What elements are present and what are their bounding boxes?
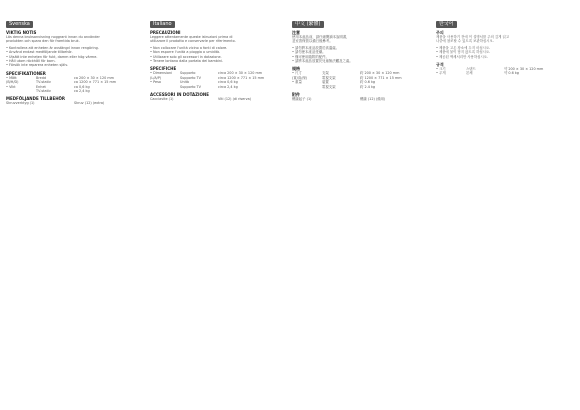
bullet-item: • Försök inte reparera enheten själv. [6,63,144,67]
section-heading: SPECIFICHE [150,66,177,72]
body-text: Läs denna bruksanvisning noggrant innan du använder [6,35,100,39]
bullet-item: • Tenere lontano dalla portata dei bambini. [150,59,288,63]
section-heading: SPECIFIKATIONER [6,70,46,76]
spec-cell: circa 0,6 kg [218,80,238,85]
body-text: utilizzare il prodotto e conservarle per riferimento. [150,39,236,44]
spec-cell: ca 2,4 kg [74,89,90,94]
section-heading: 注意 [292,30,300,35]
spec-cell: (寬/高/深) [292,75,308,80]
spacer [436,59,574,61]
section-heading: ACCESSORI IN DOTAZIONE [150,92,209,98]
column-2 [150,10,288,103]
bullet-item: • Håll utom räckhåll för barn. [6,59,144,63]
column-4 [436,10,574,78]
spec-cell: Viti (12) (di riserva) [218,97,252,102]
spec-cell: circa 1200 × 771 × 15 mm [218,75,265,80]
spacer [292,101,430,103]
body-text: 나중에 참조할 수 있도록 보관하십시오. [436,39,494,44]
spec-cell: • Peso [150,80,161,85]
bullet-item: • Non esporre l'unità a pioggia o umidità. [150,50,288,54]
spacer [6,93,144,95]
spec-cell: 約 0.6 kg [360,80,376,85]
bullet-item: • 제품에 물이 닿지 않도록 하십시오. [436,50,574,54]
spec-cell: 約 2.4 kg [360,84,376,89]
section-heading: 규격 [436,62,444,68]
spec-cell: • 크기 [436,67,446,72]
column-1 [6,10,144,108]
body-text: produkten och spara den för framtida bruk. [6,39,80,44]
body-text: 제품을 사용하기 전에 이 설명서를 주의 깊게 읽고 [436,35,510,39]
language-tab: 中文 (繁體) [292,21,324,28]
spec-cell: Enhet [36,84,46,89]
section-heading: MEDFÖLJANDE TILLBEHÖR [6,96,66,102]
bullet-item: • Kontrollera att enheten är avstängd innan rengöring. [6,46,144,50]
spec-cell: Bredd [36,75,47,80]
spec-cell: 裝置 [322,80,329,85]
spec-cell: • Dimensioni [150,71,173,76]
spec-cell: TV-stativ [36,89,51,94]
column-3 [292,10,430,103]
section-heading: 規格 [292,66,300,72]
spec-cell: 約 1200 × 771 × 15 mm [360,75,402,80]
language-tab: 한국어 [436,21,457,28]
spec-cell: 電視支架 [322,84,336,89]
body-text: Leggere attentamente queste istruzioni prima di [150,35,233,39]
bullet-item: • Utilizzare solo gli accessori in dotazione. [150,55,288,59]
bullet-item: • 請勿使本產品受潮。 [292,50,430,54]
spec-cell: 본체 [466,71,473,76]
section-heading: VIKTIG NOTIS [6,30,37,35]
body-text: 並妥善保管以備日後參考。 [292,39,333,44]
spacer [436,76,574,78]
bullet-item: • 請將本產品放置於兒童無法觸及之處。 [292,59,430,63]
spec-cell: • 무게 [436,71,446,76]
section-heading: 주의 [436,30,444,35]
spacer [292,63,430,65]
spec-cell: • 重量 [292,80,302,85]
spec-cell: • 尺寸 [292,71,302,76]
spec-cell: (B/H/D) [6,80,19,85]
language-tab: Italiano [150,21,175,28]
body-text: 使用本產品前，請仔細閱讀本說明書， [292,35,350,39]
bullet-item: • 請勿將本產品放置於高溫處。 [292,46,430,50]
spec-cell: 螺絲起子 (1) [292,97,312,102]
spec-cell: circa 200 × 30 × 120 mm [218,71,263,76]
spacer [292,89,430,91]
spacer [6,68,144,70]
spec-cell: 約 200 × 30 × 120 mm [360,71,400,76]
spec-cell: Skruv (12) (extra) [74,101,105,106]
bullet-item: • 제품을 고온 장소에 두지 마십시오. [436,46,574,50]
spec-cell: Supporto [180,71,196,76]
spec-cell: 電視支架 [322,75,336,80]
spec-cell: Skruvverktyg (1) [6,101,35,106]
spec-cell: Supporto TV [180,75,201,80]
spec-cell: Cacciavite (1) [150,97,174,102]
bullet-item: • 제공된 액세서리만 사용하십시오. [436,55,574,59]
bullet-item: • Använd endast medföljande tillbehör. [6,50,144,54]
spacer [150,63,288,65]
bullet-item: • 僅可使用隨附的配件。 [292,55,430,59]
language-tab: Svenska [6,21,33,28]
spec-cell: 약 0.6 kg [504,71,519,76]
spec-cell: (L/A/P) [150,75,162,80]
spacer [150,89,288,91]
spec-cell: 支架 [322,71,329,76]
spec-cell: circa 2,4 kg [218,84,238,89]
bullet-item: • Non collocare l'unità vicino a fonti di calore. [150,46,288,50]
spacer [150,101,288,103]
spec-cell: TV-stativ [36,80,51,85]
spec-cell: • Vikt [6,84,16,89]
spec-cell: ca 200 × 30 × 120 mm [74,75,114,80]
spec-cell: 螺絲 (12) (備用) [360,97,386,102]
spec-cell: 스탠드 [466,67,476,72]
spec-cell: ca 1200 × 771 × 15 mm [74,80,117,85]
spacer [6,106,144,108]
spec-cell: ca 0,6 kg [74,84,90,89]
spec-cell: 약 200 × 30 × 120 mm [504,67,544,72]
section-heading: 附件 [292,92,300,98]
spec-cell: Unità [180,80,189,85]
spec-cell: • Mått [6,75,17,80]
section-heading: PRECAUZIONI [150,30,181,35]
bullet-item: • Utsätt inte enheten för fukt, damm eller hög värme. [6,55,144,59]
spec-cell: Supporto TV [180,84,201,89]
